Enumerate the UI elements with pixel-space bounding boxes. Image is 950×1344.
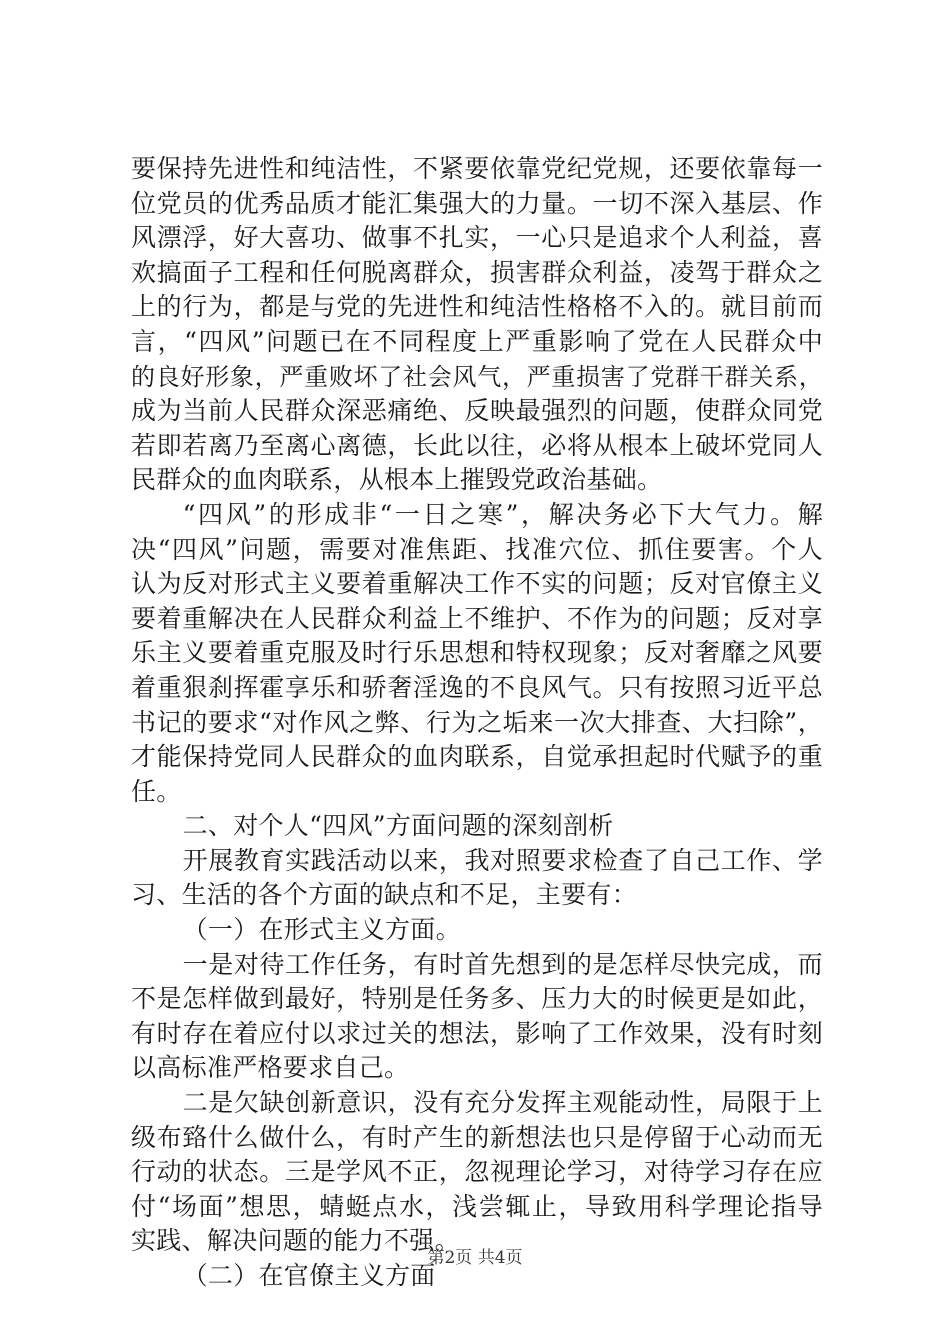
text-line: 以高标准严格要求自己。 <box>131 1053 410 1083</box>
text-line: 要保持先进性和纯洁性，不紧要依靠党纪党规，还要依靠每一 <box>131 154 823 183</box>
text-line: 习、生活的各个方面的缺点和不足，主要有： <box>131 880 638 910</box>
text-line: （一）在形式主义方面。 <box>182 915 461 945</box>
text-line: 书记的要求“对作风之弊、行为之垢来一次大排查、大扫除”， <box>131 707 823 737</box>
text-line: 级布臵什么做什么，有时产生的新想法也只是停留于心动而无 <box>131 1122 823 1152</box>
text-line: 着重狠刹挥霍享乐和骄奢淫逸的不良风气。只有按照习近平总 <box>131 672 823 702</box>
text-line: 成为当前人民群众深恶痛绝、反映最强烈的问题，使群众同党 <box>131 396 823 426</box>
text-line: “四风”的形成非“一日之寒”，解决务必下大气力。解 <box>182 499 823 529</box>
text-line: （二）在官僚主义方面 <box>182 1261 436 1290</box>
text-line: 一是对待工作任务，有时首先想到的是怎样尽快完成，而 <box>182 949 823 979</box>
text-line: 不是怎样做到最好，特别是任务多、压力大的时候更是如此， <box>131 984 823 1014</box>
text-line: 开展教育实践活动以来，我对照要求检查了自己工作、学 <box>182 845 823 875</box>
text-line: 行动的状态。三是学风不正，忽视理论学习，对待学习存在应 <box>131 1157 823 1187</box>
document-body <box>131 152 823 1294</box>
page-footer: 第2页 共4页 <box>427 1248 523 1268</box>
text-line: 风漂浮，好大喜功、做事不扎实，一心只是追求个人利益，喜 <box>131 223 823 253</box>
text-line: 若即若离乃至离心离德，长此以往，必将从根本上破坏党同人 <box>131 430 823 460</box>
text-line: 二是欠缺创新意识，没有充分发挥主观能动性，局限于上 <box>182 1088 823 1118</box>
text-line: 才能保持党同人民群众的血肉联系，自觉承担起时代赋予的重 <box>131 742 823 772</box>
text-line: 要着重解决在人民群众利益上不维护、不作为的问题；反对享 <box>131 603 823 633</box>
text-line: 有时存在着应付以求过关的想法，影响了工作效果，没有时刻 <box>131 1018 823 1048</box>
text-line: 的良好形象，严重败坏了社会风气，严重损害了党群干群关系， <box>131 362 823 391</box>
text-line: 任。 <box>131 776 182 806</box>
text-line: 实践、解决问题的能力不强。 <box>131 1226 460 1256</box>
text-line: 认为反对形式主义要着重解决工作不实的问题；反对官僚主义 <box>131 569 823 599</box>
text-line: 付“场面”想思，蜻蜓点水，浅尝辄止，导致用科学理论指导 <box>131 1191 823 1221</box>
text-line: 二、对个人“四风”方面问题的深刻剖析 <box>182 811 614 841</box>
text-line: 决“四风”问题，需要对准焦距、找准穴位、抓住要害。个人 <box>131 534 823 564</box>
text-line: 上的行为，都是与党的先进性和纯洁性格格不入的。就目前而 <box>131 292 823 322</box>
text-line: 民群众的血肉联系，从根本上摧毁党政治基础。 <box>131 465 663 495</box>
text-line: 欢搞面子工程和任何脱离群众，损害群众利益，凌驾于群众之 <box>131 257 823 287</box>
text-line: 位党员的优秀品质才能汇集强大的力量。一切不深入基层、作 <box>131 188 823 218</box>
text-line: 言，“四风”问题已在不同程度上严重影响了党在人民群众中 <box>131 326 823 356</box>
text-line: 乐主义要着重克服及时行乐思想和特权现象；反对奢靡之风要 <box>131 638 823 668</box>
